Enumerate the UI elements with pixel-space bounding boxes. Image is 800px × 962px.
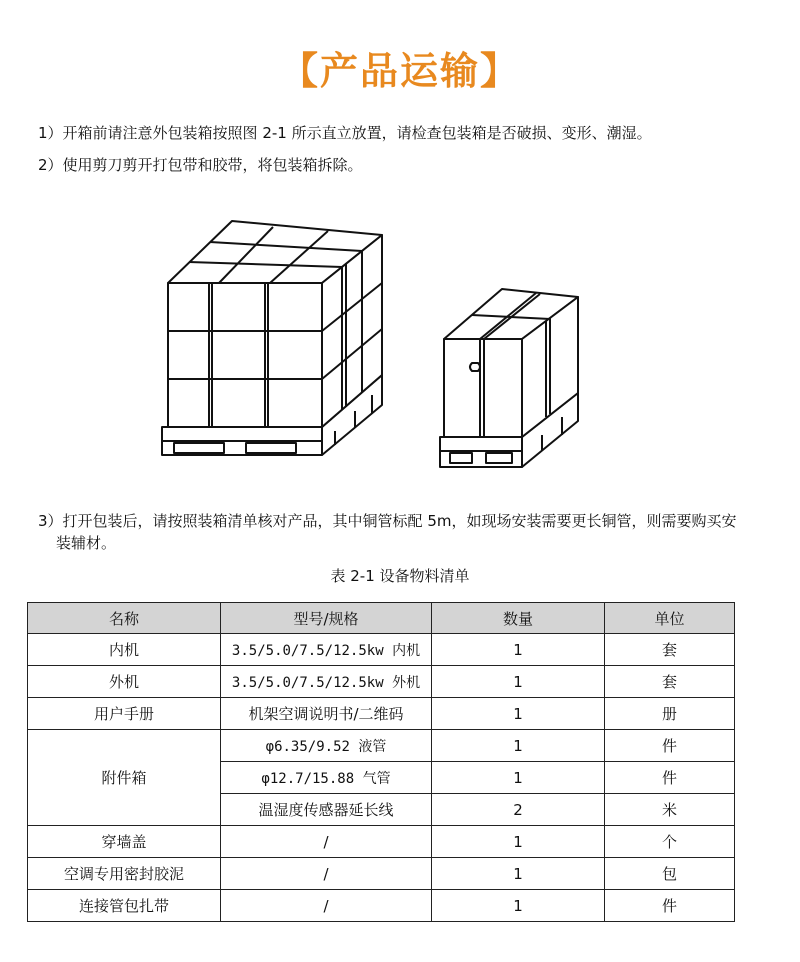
- cell-unit: 套: [605, 634, 735, 666]
- table-caption: 表 2-1 设备物料清单: [330, 567, 470, 585]
- cell-qty: 1: [432, 762, 605, 794]
- cell-spec: 温湿度传感器延长线: [221, 794, 432, 826]
- table-row: [28, 666, 735, 698]
- cell-unit: 件: [605, 730, 735, 762]
- table-row: [28, 890, 735, 922]
- page-title: 【产品运输】: [279, 49, 520, 93]
- table-row: [28, 634, 735, 666]
- cell-name: 外机: [28, 666, 221, 698]
- instruction-3-line1: 3）打开包装后，请按照装箱清单核对产品，其中铜管标配 5m，如现场安装需要更长铜管，则需要购买安: [38, 512, 737, 530]
- table-row: [28, 730, 735, 762]
- table-row: [28, 858, 735, 890]
- cell-qty: 1: [432, 698, 605, 730]
- cell-qty: 1: [432, 890, 605, 922]
- cell-qty: 1: [432, 858, 605, 890]
- cell-qty: 1: [432, 730, 605, 762]
- instruction-2: 2）使用剪刀剪开打包带和胶带，将包装箱拆除。: [38, 156, 363, 174]
- table-row: [28, 698, 735, 730]
- cell-name: 附件箱: [28, 730, 221, 826]
- cell-qty: 1: [432, 634, 605, 666]
- equipment-list-table: [27, 602, 735, 922]
- large-crate-icon: [162, 221, 382, 455]
- cell-spec: /: [221, 858, 432, 890]
- header-name: 名称: [28, 603, 221, 634]
- cell-unit: 套: [605, 666, 735, 698]
- cell-qty: 1: [432, 826, 605, 858]
- cell-spec: /: [221, 826, 432, 858]
- cell-unit: 米: [605, 794, 735, 826]
- cell-unit: 包: [605, 858, 735, 890]
- cell-qty: 1: [432, 666, 605, 698]
- table-row: [28, 826, 735, 858]
- cell-name: 连接管包扎带: [28, 890, 221, 922]
- cell-qty: 2: [432, 794, 605, 826]
- cell-spec: φ6.35/9.52 液管: [221, 730, 432, 762]
- cell-unit: 件: [605, 762, 735, 794]
- cell-name: 用户手册: [28, 698, 221, 730]
- cell-name: 内机: [28, 634, 221, 666]
- cell-unit: 个: [605, 826, 735, 858]
- cell-spec: φ12.7/15.88 气管: [221, 762, 432, 794]
- cell-spec: 3.5/5.0/7.5/12.5kw 内机: [221, 634, 432, 666]
- cell-unit: 件: [605, 890, 735, 922]
- header-qty: 数量: [432, 603, 605, 634]
- instruction-1: 1）开箱前请注意外包装箱按照图 2-1 所示直立放置，请检查包装箱是否破损、变形、潮湿。: [38, 124, 652, 142]
- header-spec: 型号/规格: [221, 603, 432, 634]
- table-header-row: [28, 603, 735, 634]
- cell-spec: 3.5/5.0/7.5/12.5kw 外机: [221, 666, 432, 698]
- cell-spec: 机架空调说明书/二维码: [221, 698, 432, 730]
- header-unit: 单位: [605, 603, 735, 634]
- packaging-illustration: [150, 205, 590, 480]
- cell-spec: /: [221, 890, 432, 922]
- small-crate-icon: [440, 289, 578, 467]
- cell-name: 穿墙盖: [28, 826, 221, 858]
- instruction-3-line2: 装辅材。: [56, 534, 117, 552]
- cell-unit: 册: [605, 698, 735, 730]
- cell-name: 空调专用密封胶泥: [28, 858, 221, 890]
- instruction-3: [38, 510, 778, 554]
